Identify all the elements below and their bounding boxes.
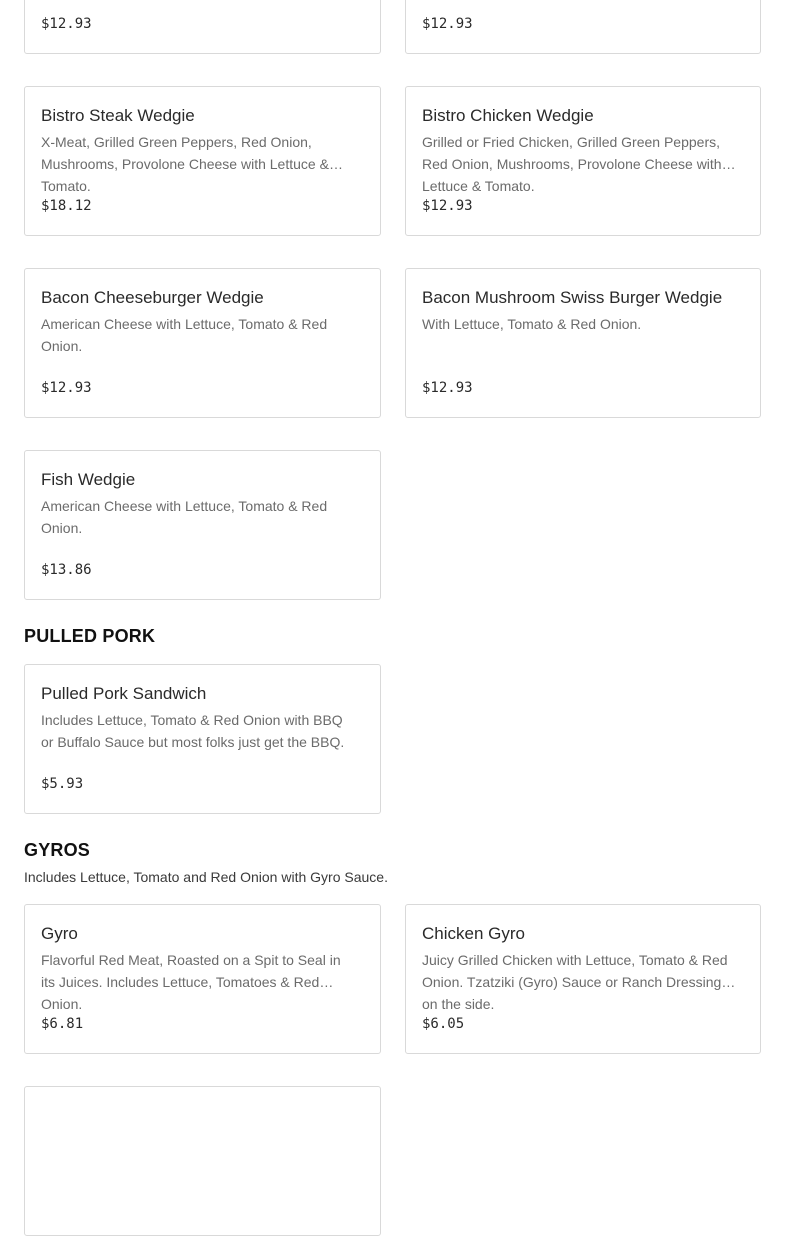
menu-item-price: $12.93 — [422, 198, 473, 214]
menu-item-price: $13.86 — [41, 562, 92, 578]
menu-item-title: Chicken Gyro — [422, 924, 525, 943]
menu-item-card[interactable] — [24, 1086, 381, 1236]
menu-item-card[interactable] — [24, 86, 381, 236]
menu-item-card[interactable] — [24, 904, 381, 1054]
menu-item-description: Includes Lettuce, Tomato & Red Onion with BBQ or Buffalo Sauce but most folks just get the BBQ. — [41, 712, 345, 750]
section-heading-pulled-pork: PULLED PORK — [24, 626, 156, 646]
menu-item-card[interactable] — [24, 664, 381, 814]
menu-item-card[interactable] — [405, 268, 761, 418]
menu-item-description: X-Meat, Grilled Green Peppers, Red Onion, Mushrooms, Provolone Cheese with Lettuce & Tomato. — [41, 134, 329, 194]
menu-item-price: $12.93 — [422, 380, 473, 396]
menu-item-title: Pulled Pork Sandwich — [41, 684, 207, 703]
menu-item-price: $18.12 — [41, 198, 92, 214]
menu-item-title: Bistro Steak Wedgie — [41, 106, 195, 125]
menu-item-price: $6.05 — [422, 1016, 465, 1032]
menu-item-description: Juicy Grilled Chicken with Lettuce, Tomato & Red Onion. Tzatziki (Gyro) Sauce or Ranch Dressing on the side. — [422, 952, 728, 1012]
section-description: Includes Lettuce, Tomato and Red Onion with Gyro Sauce. — [24, 869, 388, 885]
menu-item-card[interactable] — [24, 0, 381, 54]
menu-item-price: $12.93 — [41, 380, 92, 396]
menu-item-price: $5.93 — [41, 776, 84, 792]
menu-item-title: Bacon Mushroom Swiss Burger Wedgie — [422, 288, 723, 307]
menu-item-description: American Cheese with Lettuce, Tomato & Red Onion. — [41, 316, 328, 354]
menu-item-title: Bistro Chicken Wedgie — [422, 106, 594, 125]
menu-item-card[interactable] — [24, 268, 381, 418]
menu-item-card[interactable] — [24, 450, 381, 600]
menu-item-card[interactable] — [405, 904, 761, 1054]
menu-item-card[interactable] — [405, 0, 761, 54]
menu-item-card[interactable] — [405, 86, 761, 236]
menu-item-description: Grilled or Fried Chicken, Grilled Green Peppers, Red Onion, Mushrooms, Provolone Cheese with Lettuce & Tomato. — [422, 134, 722, 194]
menu-item-price: $6.81 — [41, 1016, 84, 1032]
menu-item-title: Bacon Cheeseburger Wedgie — [41, 288, 264, 307]
menu-item-title: Gyro — [41, 924, 78, 943]
menu-item-title: Fish Wedgie — [41, 470, 136, 489]
section-heading-gyros: GYROS — [24, 840, 91, 860]
menu-item-description: Flavorful Red Meat, Roasted on a Spit to Seal in its Juices. Includes Lettuce, Tomatoes & Red Onion. — [41, 952, 341, 1012]
menu-item-price: $12.93 — [41, 16, 92, 32]
menu-item-price: $12.93 — [422, 16, 473, 32]
menu-item-description: With Lettuce, Tomato & Red Onion. — [422, 316, 642, 332]
menu-item-description: American Cheese with Lettuce, Tomato & Red Onion. — [41, 498, 328, 536]
